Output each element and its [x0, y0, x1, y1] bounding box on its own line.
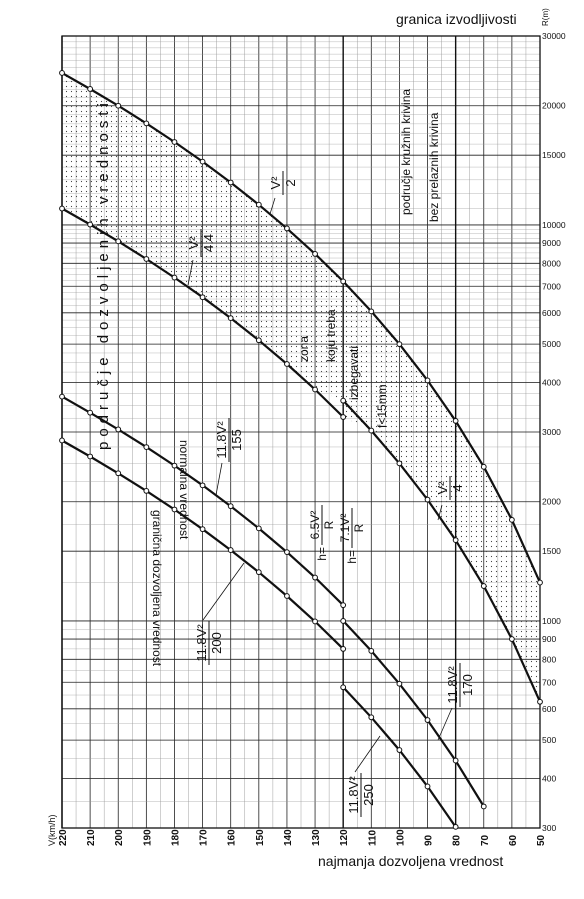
leader-v2-2	[270, 198, 275, 214]
data-point	[116, 427, 121, 432]
data-point	[285, 550, 290, 555]
y-tick-label: 1500	[542, 546, 561, 557]
data-point	[397, 748, 402, 753]
data-point	[313, 575, 318, 580]
x-tick-label: 70	[479, 834, 491, 846]
no-transition-label: bez prelaznih krivina	[427, 112, 441, 222]
y-tick-label: 7000	[542, 281, 561, 292]
x-tick-label: 110	[367, 829, 379, 846]
y-tick-label: 30000	[542, 31, 566, 41]
x-tick-label: 160	[226, 829, 238, 846]
data-point	[200, 159, 205, 164]
svg-text:V²: V²	[268, 176, 283, 190]
data-point	[256, 570, 261, 575]
svg-text:V²: V²	[435, 481, 450, 495]
svg-text:155: 155	[229, 429, 244, 451]
y-tick-label: 15000	[542, 150, 566, 161]
x-tick-label: 190	[142, 829, 154, 846]
data-point	[425, 378, 430, 383]
data-point	[172, 507, 177, 512]
y-tick-label: 9000	[542, 238, 561, 249]
svg-text:4.4: 4.4	[201, 233, 216, 253]
leader-250	[355, 736, 380, 772]
x-tick-label: 220	[58, 829, 69, 846]
data-point	[116, 103, 121, 108]
data-point	[425, 497, 430, 502]
data-point	[144, 489, 149, 494]
data-point	[509, 637, 514, 642]
data-point	[509, 517, 514, 522]
svg-text:11.8V²: 11.8V²	[194, 624, 209, 662]
svg-text:2: 2	[283, 179, 298, 187]
data-point	[313, 619, 318, 624]
formula-v2-2	[268, 171, 298, 195]
zone-label-4: f<15mm	[375, 384, 389, 428]
data-point	[60, 206, 65, 211]
svg-text:200: 200	[209, 632, 224, 654]
data-point	[144, 257, 149, 262]
data-point	[481, 804, 486, 809]
formula-170	[445, 663, 475, 707]
y-tick-label: 20000	[542, 100, 566, 111]
data-point	[341, 279, 346, 284]
data-point	[341, 415, 346, 420]
data-point	[341, 646, 346, 651]
y-unit-label: R(m)	[541, 8, 550, 26]
data-point	[144, 121, 149, 126]
data-point	[228, 504, 233, 509]
data-point	[397, 342, 402, 347]
data-point	[313, 252, 318, 257]
data-point	[256, 338, 261, 343]
y-tick-label: 6000	[542, 307, 561, 318]
circular-curves-label: područje kružnih krivina	[399, 88, 413, 215]
y-tick-label: 2000	[542, 496, 561, 507]
data-point	[200, 295, 205, 300]
data-point	[453, 419, 458, 424]
data-point	[481, 464, 486, 469]
data-point	[116, 239, 121, 244]
chart-title: granica izvodljivosti	[396, 11, 517, 27]
data-point	[88, 454, 93, 459]
data-point	[116, 471, 121, 476]
data-point	[425, 718, 430, 723]
svg-text:R: R	[322, 520, 336, 530]
formula-200	[194, 621, 224, 665]
data-point	[453, 824, 458, 829]
y-tick-labels	[542, 31, 566, 833]
data-point	[60, 438, 65, 443]
y-tick-label: 600	[542, 703, 557, 714]
x-tick-label: 60	[507, 834, 519, 846]
data-point	[200, 483, 205, 488]
normal-value-label: normalna vrednost	[177, 440, 191, 540]
x-tick-label: 90	[423, 834, 435, 846]
svg-text:11.8V²: 11.8V²	[445, 666, 460, 704]
data-point	[341, 619, 346, 624]
leader-170	[438, 708, 452, 740]
data-point	[369, 715, 374, 720]
svg-text:h=: h=	[315, 547, 329, 561]
x-unit-label: V(km/h)	[47, 814, 57, 846]
data-point	[341, 398, 346, 403]
svg-text:R: R	[352, 523, 366, 533]
y-tick-label: 400	[542, 773, 557, 784]
data-point	[369, 428, 374, 433]
y-tick-label: 700	[542, 677, 557, 688]
svg-text:7.1V²: 7.1V²	[338, 513, 352, 543]
data-point	[481, 584, 486, 589]
leader-155	[216, 463, 222, 495]
data-point	[228, 548, 233, 553]
formula-h-65	[308, 505, 336, 561]
x-tick-labels	[58, 829, 547, 846]
data-point	[285, 362, 290, 367]
y-tick-label: 3000	[542, 427, 561, 437]
data-point	[60, 71, 65, 76]
svg-text:4: 4	[450, 484, 465, 492]
data-point	[538, 580, 543, 585]
svg-text:170: 170	[460, 674, 475, 696]
data-point	[172, 275, 177, 280]
data-point	[285, 226, 290, 231]
svg-text:250: 250	[361, 784, 376, 806]
data-point	[341, 685, 346, 690]
allowed-area-label: područje dozvoljenih vrednosti	[95, 98, 112, 450]
svg-text:11.8V²: 11.8V²	[346, 776, 361, 814]
data-point	[313, 387, 318, 392]
data-point	[453, 538, 458, 543]
data-point	[341, 603, 346, 608]
svg-text:6.5V²: 6.5V²	[308, 510, 322, 540]
data-point	[397, 461, 402, 466]
svg-text:V²: V²	[186, 236, 201, 250]
formula-h-71	[338, 508, 366, 564]
x-tick-label: 200	[114, 829, 126, 846]
data-point	[228, 180, 233, 185]
data-point	[144, 445, 149, 450]
data-point	[369, 649, 374, 654]
data-point	[172, 463, 177, 468]
data-point	[256, 526, 261, 531]
y-tick-label: 1000	[542, 615, 561, 626]
svg-text:h=: h=	[345, 550, 359, 564]
y-tick-label: 8000	[542, 258, 561, 269]
y-tick-label: 300	[542, 823, 557, 833]
data-point	[88, 222, 93, 227]
leader-200	[203, 563, 244, 620]
data-point	[228, 316, 233, 321]
y-tick-label: 500	[542, 735, 557, 746]
data-point	[285, 594, 290, 599]
y-tick-label: 4000	[542, 377, 561, 388]
x-tick-label: 140	[282, 829, 294, 846]
zone-label-1: zona	[297, 335, 311, 362]
y-tick-label: 10000	[542, 219, 566, 230]
x-tick-label: 120	[339, 829, 351, 846]
zone-label-2: koju treba	[324, 309, 338, 362]
data-point	[60, 394, 65, 399]
data-point	[200, 527, 205, 532]
x-tick-label: 100	[395, 829, 407, 846]
x-tick-label: 50	[536, 834, 547, 846]
data-point	[88, 410, 93, 415]
data-point	[397, 681, 402, 686]
zone-label-3: izbegavati	[347, 345, 361, 400]
y-tick-label: 5000	[542, 339, 561, 350]
x-tick-label: 150	[254, 829, 266, 846]
y-tick-label: 800	[542, 654, 557, 665]
x-axis-label: najmanja dozvoljena vrednost	[318, 853, 504, 869]
data-point	[88, 87, 93, 92]
data-point	[172, 140, 177, 145]
data-point	[453, 758, 458, 763]
svg-text:11.8V²: 11.8V²	[214, 421, 229, 459]
data-point	[369, 309, 374, 314]
limit-value-label: granična dozvoljena vrednost	[150, 510, 164, 667]
data-point	[256, 202, 261, 207]
x-tick-label: 170	[198, 829, 210, 846]
x-tick-label: 130	[311, 829, 323, 846]
data-point	[425, 784, 430, 789]
formula-155	[214, 418, 244, 462]
y-tick-label: 900	[542, 634, 557, 645]
x-tick-label: 210	[86, 829, 98, 846]
x-tick-label: 80	[451, 834, 463, 846]
x-tick-label: 180	[170, 829, 182, 846]
